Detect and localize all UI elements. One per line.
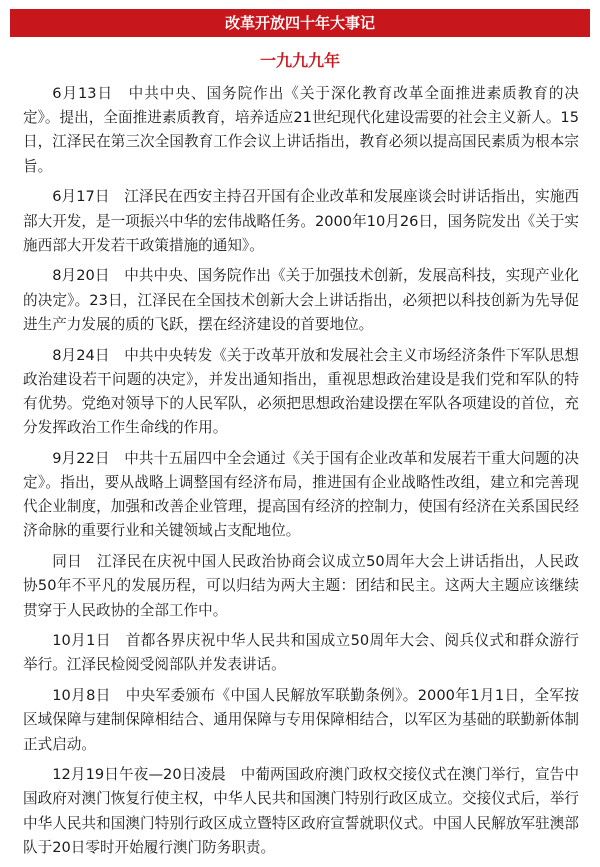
year-heading: 一九九九年 — [259, 51, 340, 70]
event-entry — [23, 264, 579, 337]
event-entry — [23, 344, 579, 441]
event-entry — [23, 447, 579, 544]
event-date: 8月24日 — [52, 346, 110, 364]
event-text: 中共中央、国务院作出《关于深化教育改革全面推进素质教育的决定》。提出，全面推进素质教育，培养适应21世纪现代化建设需要的社会主义新人。15日，江泽民在第三次全国教育工作会议上讲话指出，教育必须以提高国民素质为根本宗旨。 — [23, 85, 579, 175]
event-text: 首都各界庆祝中华人民共和国成立50周年大会、阅兵仪式和群众游行举行。江泽民检阅受阅部队并发表讲话。 — [23, 632, 579, 674]
page-title: 改革开放四十年大事记 — [224, 14, 375, 32]
event-text: 江泽民在西安主持召开国有企业改革和发展座谈会时讲话指出，实施西部大开发，是一项振兴中华的宏伟战略任务。2000年10月26日，国务院发出《关于实施西部大开发若干政策措施的通知》。 — [23, 188, 579, 254]
event-date: 9月22日 — [52, 449, 110, 467]
event-date: 8月20日 — [52, 267, 110, 285]
event-entry — [23, 550, 579, 623]
event-date: 10月1日 — [52, 632, 111, 650]
event-date: 同日 — [52, 553, 83, 571]
event-text: 中央军委颁布《中国人民解放军联勤条例》。2000年1月1日，全军按区域保障与建制保障相结合、通用保障与专用保障相结合，以军区为基础的联勤新体制正式启动。 — [23, 687, 579, 753]
title-banner — [10, 9, 590, 37]
event-date: 6月17日 — [52, 188, 110, 206]
event-entry — [23, 763, 579, 860]
event-entry — [23, 629, 579, 677]
event-text: 中葡两国政府澳门政权交接仪式在澳门举行，宣告中国政府对澳门恢复行使主权，中华人民共和国澳门特别行政区成立。交接仪式后，举行中华人民共和国澳门特别行政区成立暨特区政府宣誓就职仪式。中国人民解放军驻澳部队于20日零时开始履行澳门防务职责。 — [23, 766, 579, 856]
event-text: 江泽民在庆祝中国人民政治协商会议成立50周年大会上讲话指出，人民政协50年不平凡的发展历程，可以归结为两大主题：团结和民主。这两大主题应该继续贯穿于人民政协的全部工作中。 — [23, 553, 579, 619]
event-date: 6月13日 — [52, 85, 114, 102]
event-text: 中共中央转发《关于改革开放和发展社会主义市场经济条件下军队思想政治建设若干问题的决定》，并发出通知指出，重视思想政治建设是我们党和军队的特有优势。党绝对领导下的人民军队，必须把思想政治建设摆在军队各项建设的首位，充分发挥政治工作生命线的作用。 — [23, 346, 579, 437]
event-text: 中共十五届四中全会通过《关于国有企业改革和发展若干重大问题的决定》。指出，要从战略上调整国有经济布局，推进国有企业战略性改组，建立和完善现代企业制度，加强和改善企业管理，提高国有经济的控制力，使国有经济在关系国民经济命脉的重要行业和关键领域占支配地位。 — [23, 449, 579, 540]
event-date: 12月19日午夜—20日凌晨 — [52, 766, 226, 784]
event-entry — [23, 684, 579, 757]
event-text: 中共中央、国务院作出《关于加强技术创新，发展高科技，实现产业化的决定》。23日，江泽民在全国技术创新大会上讲话指出，必须把以科技创新为先导促进生产力发展的质的飞跃，摆在经济建设的首要地位。 — [23, 267, 579, 333]
event-date: 10月8日 — [52, 687, 111, 705]
event-entry — [23, 185, 579, 258]
event-list — [23, 82, 579, 867]
event-entry — [23, 82, 579, 179]
